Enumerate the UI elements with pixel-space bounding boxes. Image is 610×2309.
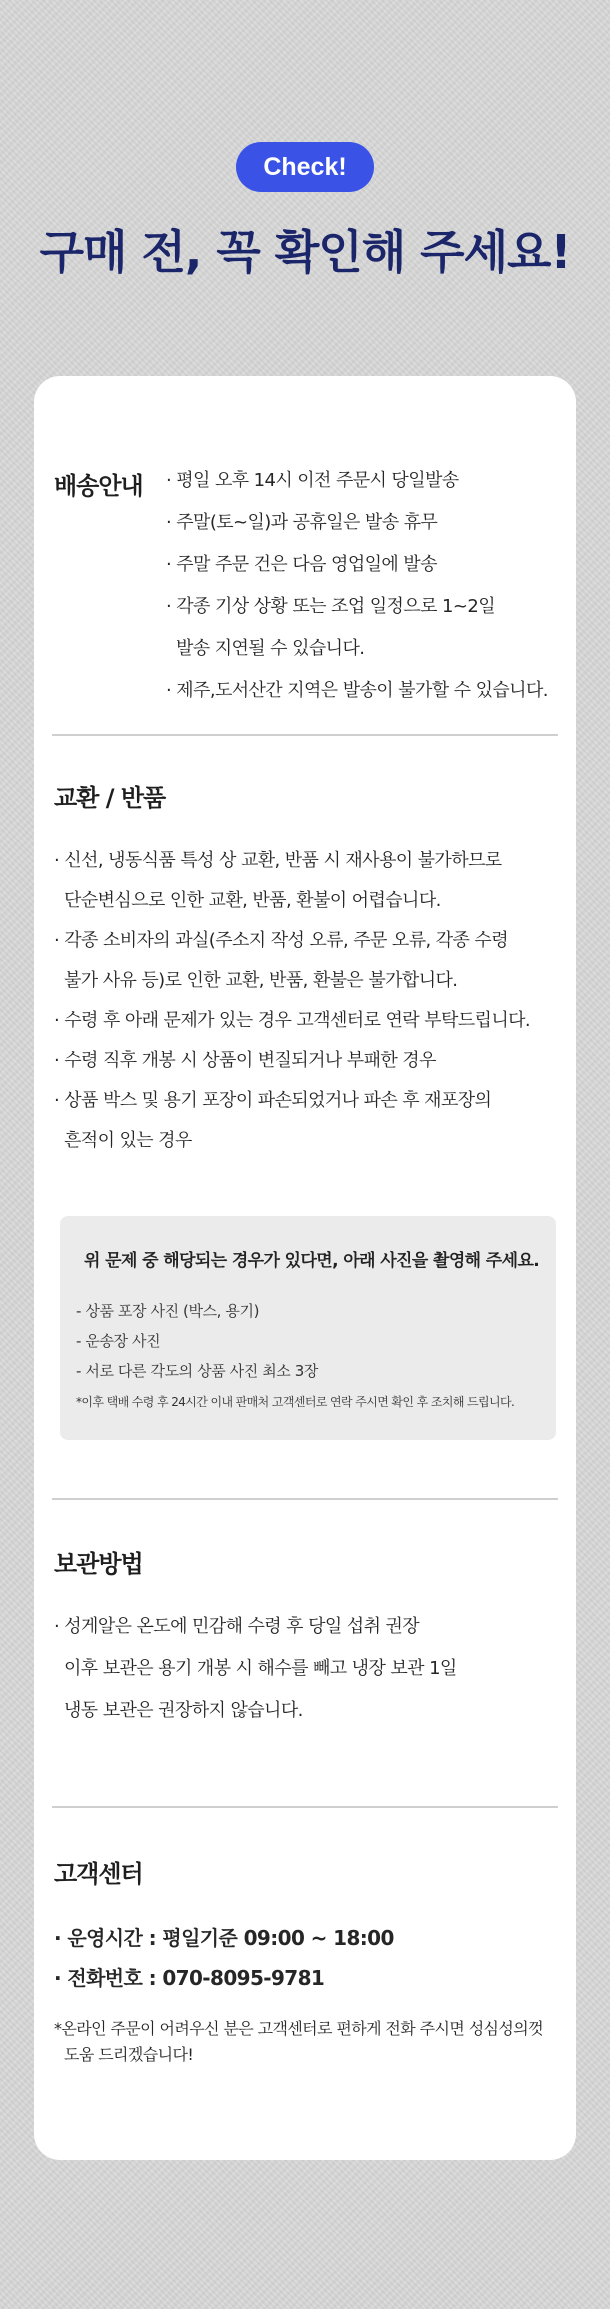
shipping-title: 배송안내 <box>54 472 143 500</box>
exchange-line: · 수령 후 아래 문제가 있는 경우 고객센터로 연락 부탁드립니다. <box>54 1010 531 1031</box>
shipping-line: · 제주,도서산간 지역은 발송이 불가할 수 있습니다. <box>166 680 548 701</box>
storage-line: 이후 보관은 용기 개봉 시 해수를 빼고 냉장 보관 1일 <box>64 1658 457 1679</box>
storage-line: 냉동 보관은 권장하지 않습니다. <box>64 1700 303 1721</box>
exchange-line: · 각종 소비자의 과실(주소지 작성 오류, 주문 오류, 각종 수령 <box>54 930 509 951</box>
photo-notice-item: - 운송장 사진 <box>76 1332 161 1350</box>
section-divider <box>52 1498 558 1500</box>
exchange-line: · 상품 박스 및 용기 포장이 파손되었거나 파손 후 재포장의 <box>54 1090 492 1111</box>
support-phone: · 전화번호 : 070-8095-9781 <box>54 1966 325 1990</box>
support-note: 도움 드리겠습니다! <box>64 2045 194 2064</box>
page-title: 구매 전, 꼭 확인해 주세요! <box>39 225 571 279</box>
exchange-line: 흔적이 있는 경우 <box>64 1130 192 1151</box>
shipping-line: 발송 지연될 수 있습니다. <box>176 638 365 659</box>
photo-notice-item: - 서로 다른 각도의 상품 사진 최소 3장 <box>76 1362 318 1380</box>
exchange-line: · 수령 직후 개봉 시 상품이 변질되거나 부패한 경우 <box>54 1050 436 1071</box>
check-badge: Check! <box>236 142 374 192</box>
storage-title: 보관방법 <box>54 1550 143 1578</box>
exchange-line: · 신선, 냉동식품 특성 상 교환, 반품 시 재사용이 불가하므로 <box>54 850 502 871</box>
shipping-line: · 각종 기상 상황 또는 조업 일정으로 1~2일 <box>166 596 495 617</box>
photo-notice-item: - 상품 포장 사진 (박스, 용기) <box>76 1302 260 1320</box>
shipping-line: · 주말 주문 건은 다음 영업일에 발송 <box>166 554 437 575</box>
photo-notice-note: *이후 택배 수령 후 24시간 이내 판매처 고객센터로 연락 주시면 확인 후 조치해 드립니다. <box>76 1395 515 1409</box>
support-title: 고객센터 <box>54 1860 143 1888</box>
info-card <box>34 376 576 2160</box>
exchange-line: 불가 사유 등)로 인한 교환, 반품, 환불은 불가합니다. <box>64 970 458 991</box>
section-divider <box>52 1806 558 1808</box>
exchange-line: 단순변심으로 인한 교환, 반품, 환불이 어렵습니다. <box>64 890 441 911</box>
exchange-title: 교환 / 반품 <box>54 784 166 812</box>
section-divider <box>52 734 558 736</box>
support-note: *온라인 주문이 어려우신 분은 고객센터로 편하게 전화 주시면 성심성의껏 <box>54 2019 543 2038</box>
photo-notice-title: 위 문제 중 해당되는 경우가 있다면, 아래 사진을 촬영해 주세요. <box>84 1251 540 1271</box>
storage-line: · 성게알은 온도에 민감해 수령 후 당일 섭취 권장 <box>54 1616 420 1637</box>
shipping-line: · 주말(토~일)과 공휴일은 발송 휴무 <box>166 512 438 533</box>
shipping-line: · 평일 오후 14시 이전 주문시 당일발송 <box>166 470 459 491</box>
photo-notice-box <box>60 1216 556 1440</box>
support-hours: · 운영시간 : 평일기준 09:00 ~ 18:00 <box>54 1926 394 1950</box>
